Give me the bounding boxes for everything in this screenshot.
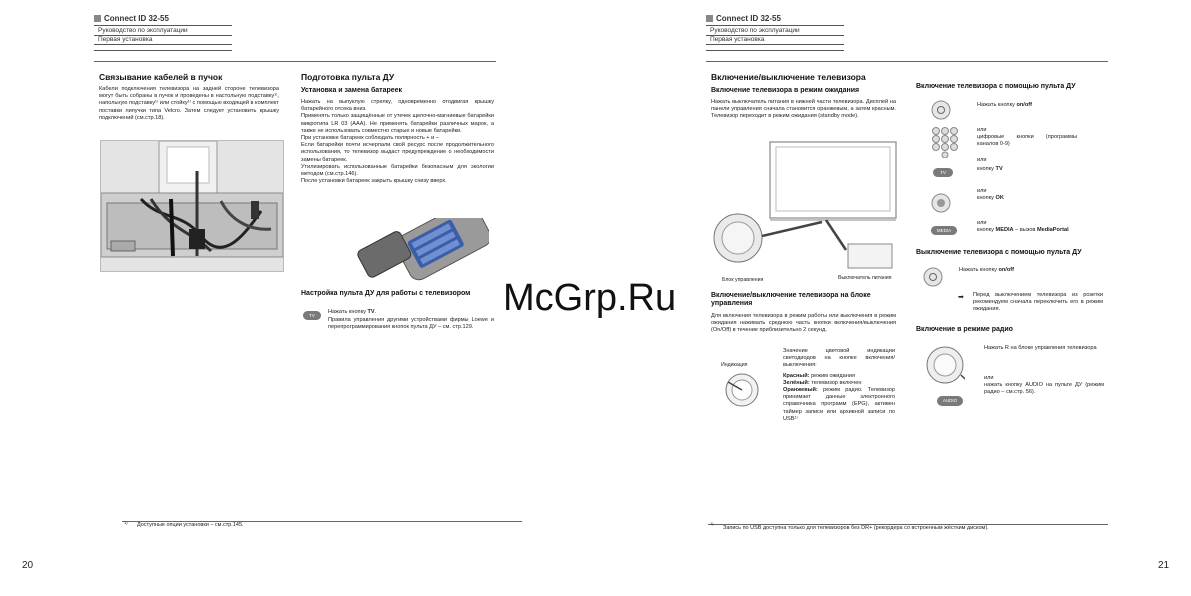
header-divider <box>706 25 844 26</box>
tv-back-illustration <box>101 141 283 271</box>
header-divider <box>94 50 232 51</box>
indication-label: Индикация <box>721 362 748 368</box>
tv-button-icon: TV <box>303 311 321 320</box>
rc-media-line: кнопку MEDIA – вызов MediaPortal <box>977 227 1069 233</box>
right-header-title: Connect ID 32-55 <box>706 14 781 23</box>
section-rule <box>706 61 1108 62</box>
remote-prep-title: Подготовка пульта ДУ <box>301 72 395 82</box>
radio-text-2: нажать кнопку AUDIO на пульте ДУ (режим радио – см.стр. 56). <box>984 382 1104 396</box>
digit-keypad-icon <box>931 126 959 158</box>
header-divider <box>706 50 844 51</box>
cable-bundling-text: Кабели подключения телевизора на задней стороне телевизора могут быть собраны в пучок и проведены в настольную подставку¹⁾, напольную подставку¹⁾ или стойку¹⁾ с помощью входящей в комплект поставки липучки типа Velcro. Затем следует установить крышку подключений (см.стр.18). <box>99 86 279 121</box>
audio-button-icon: AUDIO <box>937 396 963 406</box>
rc-or-5: или <box>984 375 994 381</box>
led-orange-line: Оранжевый: режим радио. Телевизор принимает данные электронного справочника программ (EPG), активен таймер записи или архивной записи по USB¹⁾ <box>783 387 895 422</box>
radio-text-1: Нажать R на блоке управления телевизора <box>984 345 1097 351</box>
section-rule <box>94 61 496 62</box>
battery-photo <box>354 218 489 290</box>
rc-onoff-line: Нажать кнопку on/off <box>977 102 1032 108</box>
rc-tv-line: кнопку TV <box>977 166 1003 172</box>
rc-or-2: или <box>977 157 987 163</box>
left-header-sub2: Первая установка <box>98 36 153 43</box>
remote-setup-subtitle: Настройка пульта ДУ для работы с телевизором <box>301 290 471 297</box>
header-square-icon <box>706 15 713 22</box>
cable-bundling-title: Связывание кабелей в пучок <box>99 72 223 82</box>
rc-off-title: Выключение телевизора с помощью пульта ДУ <box>916 249 1082 256</box>
media-button-icon: MEDIA <box>931 226 957 235</box>
tv-control-illustration <box>710 138 900 286</box>
rc-on-title: Включение телевизора с помощью пульта ДУ <box>916 83 1076 90</box>
radio-title: Включение в режиме радио <box>916 326 1013 333</box>
onoff-button-icon <box>923 267 943 287</box>
footnote-mark: 1) <box>124 520 128 525</box>
header-divider <box>94 44 232 45</box>
header-square-icon <box>94 15 101 22</box>
left-header-sub1: Руководство по эксплуатации <box>98 27 188 34</box>
control-unit-text: Для включения телевизора в режим работы или выключения в режим ожидания нажимать среднюю часть кнопки включения/выключения (On/Off) в течение приблизительно 2 секунд. <box>711 313 896 334</box>
header-divider <box>94 25 232 26</box>
control-unit-subtitle: Включение/выключение телевизора на блоке управления <box>711 292 871 307</box>
footnote-mark: 1) <box>710 521 714 526</box>
cable-photo <box>100 140 284 272</box>
left-footnote: Доступные опции установки – см.стр.145. <box>137 522 244 528</box>
tv-front-diagram <box>710 138 900 286</box>
tv-button-icon: TV <box>933 168 953 177</box>
led-green-line: Зелёный: телевизор включен <box>783 380 862 386</box>
control-unit-label: Блок управления <box>722 277 764 283</box>
rc-or-3: или <box>977 188 987 194</box>
right-footnote: Запись по USB доступна только для телевизоров без DR+ (рекордера со встроенным жёстким диском). <box>723 525 989 531</box>
rc-ok-line: кнопку OK <box>977 195 1004 201</box>
onoff-button-icon <box>931 100 951 120</box>
left-header-title: Connect ID 32-55 <box>94 14 169 23</box>
led-dial-diagram <box>724 372 760 408</box>
led-intro-text: Значение цветовой индикации светодиодов на кнопке включения/выключения: <box>783 348 895 369</box>
rc-or-1: или <box>977 127 987 133</box>
power-switch-label: Выключатель питания <box>838 275 892 281</box>
rc-off-line: Нажать кнопку on/off <box>959 267 1014 273</box>
header-divider <box>706 44 844 45</box>
power-title: Включение/выключение телевизора <box>711 72 866 82</box>
ok-button-icon <box>931 193 951 213</box>
led-dial-icon <box>724 372 760 408</box>
led-red-line: Красный: режим ожидания <box>783 373 856 379</box>
arrow-note-icon: ➡ <box>958 294 964 301</box>
right-header-sub1: Руководство по эксплуатации <box>710 27 800 34</box>
note-text: Перед выключением телевизора из розетки рекомендуем сначала переключить его в режим ожидания. <box>973 292 1103 313</box>
battery-text: Нажать на выпуклую стрелку, одновременно отодвигая крышку батарейного отсека вниз. Применять только защищённые от утечек щелочно-магниевые батарейки микротипа LR 03 (AAA). Не применять батарейки различных марок, а также не использовать совместно старые и новые батарейки. При установке батареек соблюдать полярность + и – Если батарейки почти исчерпали свой ресурс после продолжительного использования, то телевизор выдаст предупреждение о необходимости замены батареек. Утилизировать использованные батарейки безопасным для экологии методом (см.стр.146). После установки батареек закрыть крышку снизу вверх. <box>301 99 494 185</box>
tv-press-text: Правила управления другими устройствами фирмы Loewe и перепрограммирования кнопок пульта ДУ – см. стр.129. <box>328 317 494 331</box>
standby-text: Нажать выключатель питания в нижней части телевизора. Дисплей на панели управления сначала становится оранжевым, а затем красным. Телевизор переходит в режим ожидания (standby mode). <box>711 99 896 120</box>
standby-subtitle: Включение телевизора в режим ожидания <box>711 87 860 94</box>
watermark: McGrp.Ru <box>503 277 677 319</box>
rc-or-4: или <box>977 220 987 226</box>
page-number: 21 <box>1158 560 1170 571</box>
battery-subtitle: Установка и замена батареек <box>301 87 403 94</box>
page-number: 20 <box>22 560 34 571</box>
remote-battery-illustration <box>354 218 489 290</box>
right-header-sub2: Первая установка <box>710 36 765 43</box>
rc-digits-line: цифровые кнопки (программы каналов 0-9) <box>977 134 1077 148</box>
tv-press-line: Нажать кнопку TV. <box>328 309 377 315</box>
